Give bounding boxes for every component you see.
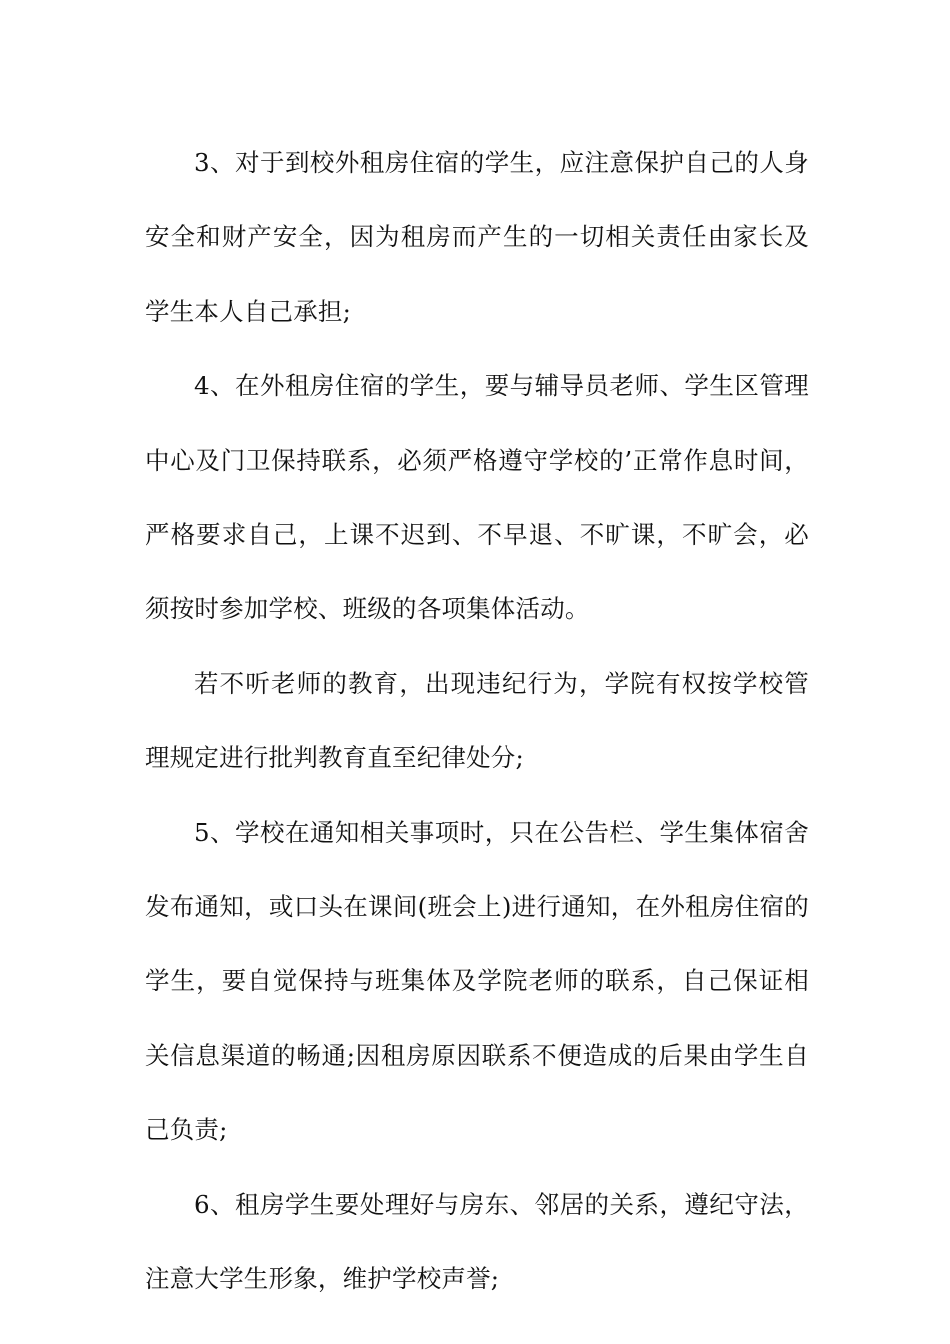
document-body — [145, 126, 809, 1317]
paragraph-item-3: 3、对于到校外租房住宿的学生，应注意保护自己的人身安全和财产安全，因为租房而产生的一切相关责任由家长及学生本人自己承担; — [145, 148, 809, 326]
paragraph-item-6: 6、租房学生要处理好与房东、邻居的关系，遵纪守法，注意大学生形象，维护学校声誉; — [145, 1189, 809, 1294]
paragraph-item-5: 5、学校在通知相关事项时，只在公告栏、学生集体宿舍发布通知，或口头在课间(班会上)进行通知，在外租房住宿的学生，要自觉保持与班集体及学院老师的联系，自己保证相关信息渠道的畅通;因租房原因联系不便造成的后果由学生自己负责; — [145, 817, 809, 1145]
paragraph-discipline-note: 若不听老师的教育，出现违纪行为，学院有权按学校管理规定进行批判教育直至纪律处分; — [145, 668, 809, 773]
paragraph-item-4: 4、在外租房住宿的学生，要与辅导员老师、学生区管理中心及门卫保持联系，必须严格遵守学校的’正常作息时间，严格要求自己，上课不迟到、不早退、不旷课，不旷会，必须按时参加学校、班级的各项集体活动。 — [145, 371, 809, 624]
